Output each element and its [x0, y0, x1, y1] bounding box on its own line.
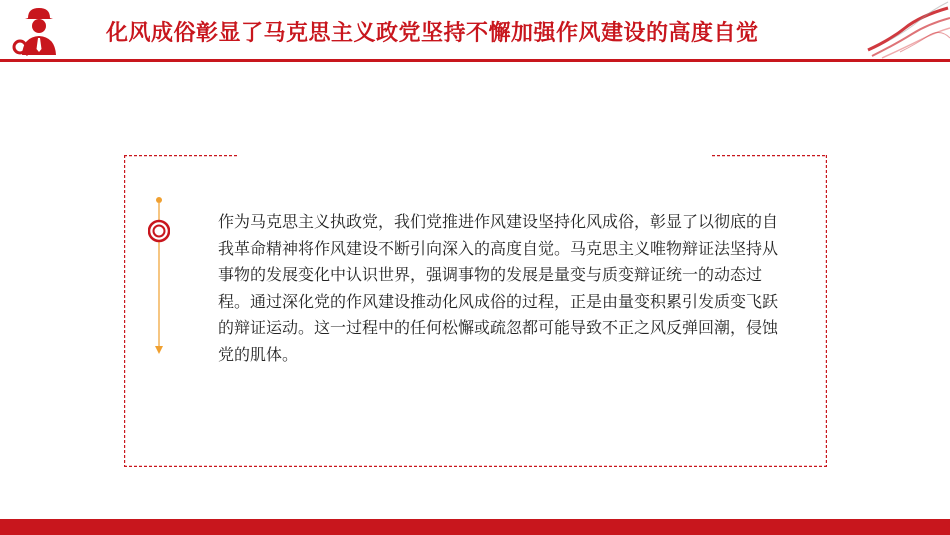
worker-avatar-icon	[8, 5, 66, 57]
body-paragraph: 作为马克思主义执政党，我们党推进作风建设坚持化风成俗，彰显了以彻底的自我革命精神将作风建设不断引向深入的高度自觉。马克思主义唯物辩证法坚持从事物的发展变化中认识世界，强调事物的发展是量变与质变辩证统一的动态过程。通过深化党的作风建设推动化风成俗的过程，正是由量变积累引发质变飞跃的辩证运动。这一过程中的任何松懈或疏忽都可能导致不正之风反弹回潮，侵蚀党的肌体。	[218, 212, 779, 364]
page-title: 化风成俗彰显了马克思主义政党坚持不懈加强作风建设的高度自觉	[106, 21, 759, 46]
red-ribbon-decoration-icon	[860, 0, 950, 60]
timeline-marker	[148, 194, 170, 358]
header	[0, 0, 950, 62]
header-divider	[0, 59, 950, 62]
footer-bar	[0, 519, 950, 535]
